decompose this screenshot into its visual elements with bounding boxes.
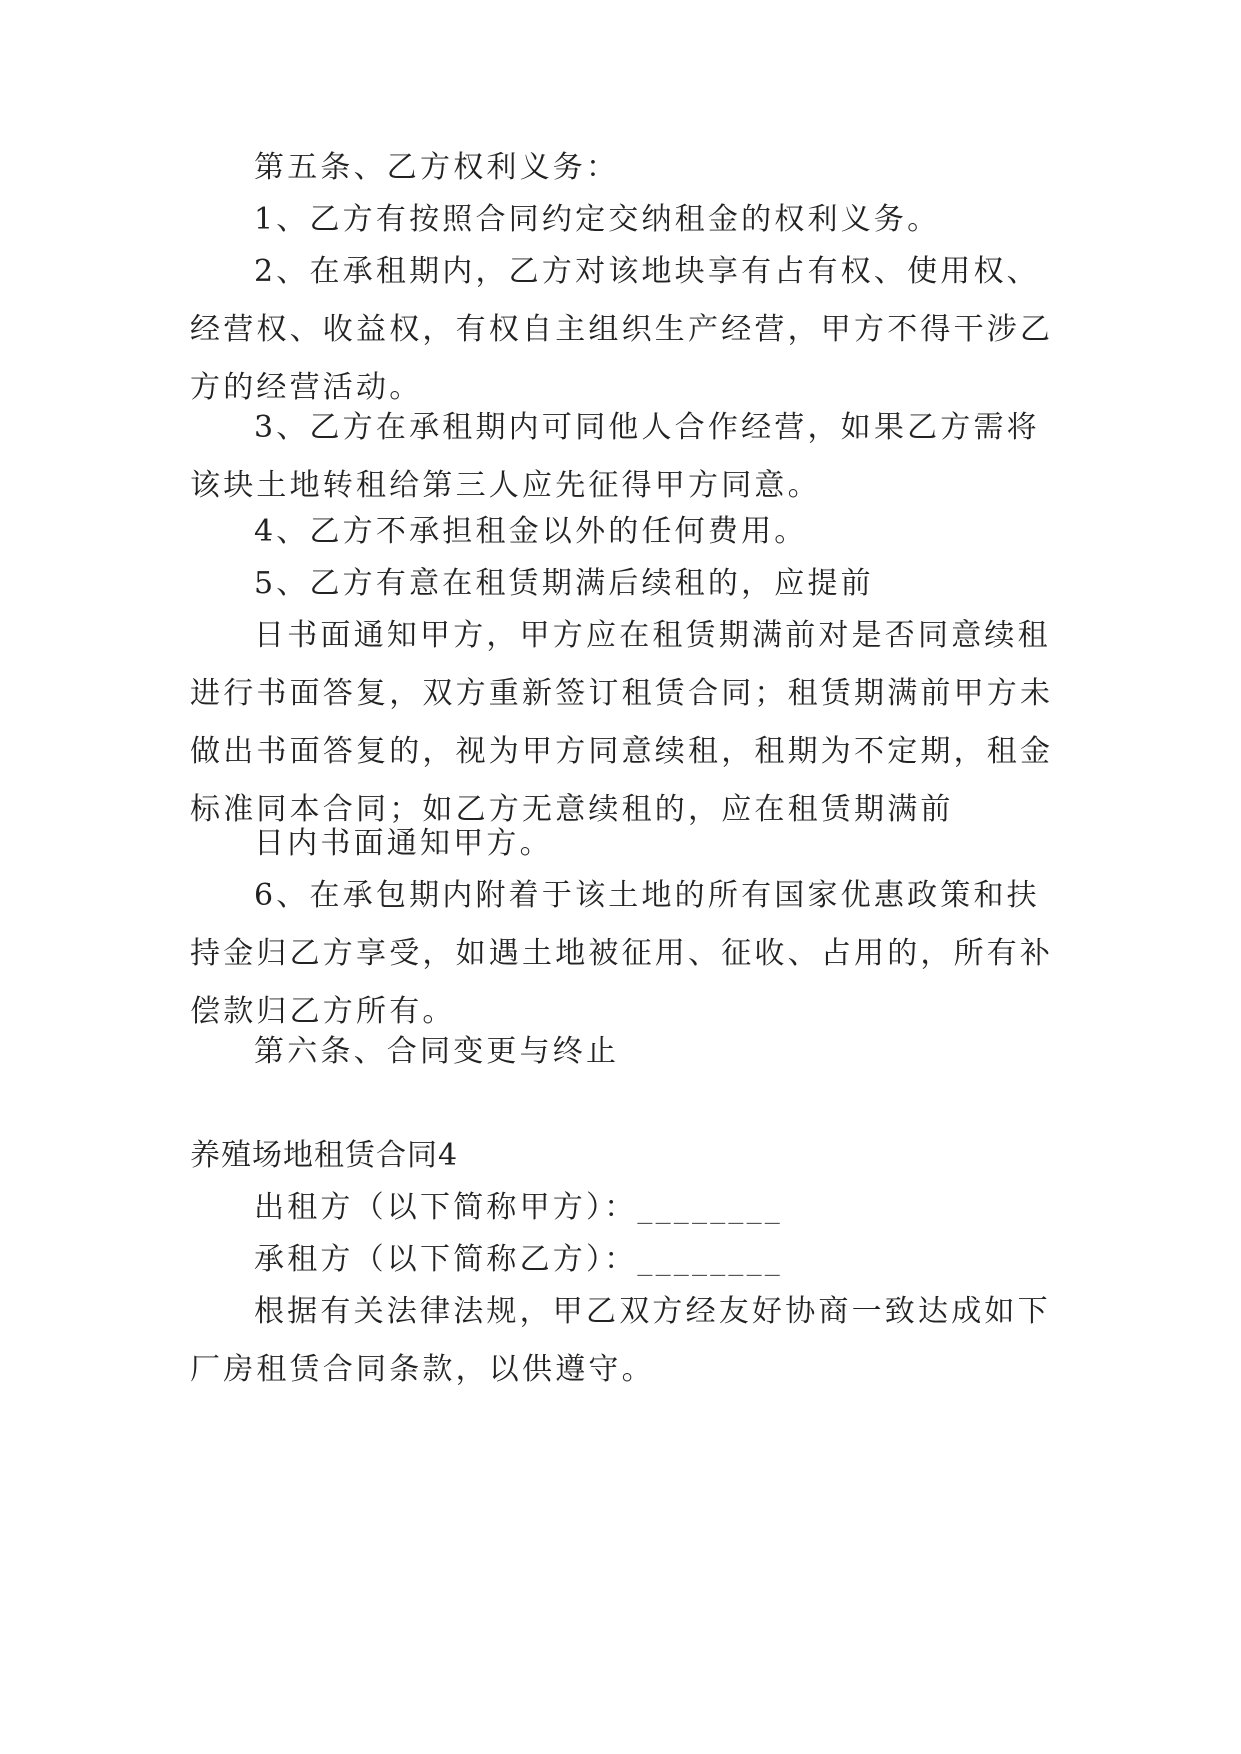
text-line: 日书面通知甲方，甲方应在租赁期满前对是否同意续租 xyxy=(254,618,1051,653)
article-6-heading xyxy=(190,1023,1070,1081)
text-line: 5、乙方有意在租赁期满后续租的，应提前 xyxy=(254,566,874,601)
text-line: 厂房租赁合同条款，以供遵守。 xyxy=(190,1352,655,1387)
lessor-blank: ________ xyxy=(637,1190,784,1225)
article-5-clause-2 xyxy=(190,243,1070,417)
article-5-clause-5-continued xyxy=(190,607,1070,839)
text-line xyxy=(190,1179,1070,1237)
text-line: 持金归乙方享受，如遇土地被征用、征收、占用的，所有补 xyxy=(190,936,1054,971)
article-5-heading xyxy=(190,139,1070,197)
lessor-label: 出租方（以下简称甲方）： xyxy=(254,1190,638,1225)
article-5-clause-5-notice xyxy=(190,815,1070,873)
lessor-line xyxy=(190,1179,1070,1237)
lessee-label: 承租方（以下简称乙方）： xyxy=(254,1242,638,1277)
article-5-clause-3 xyxy=(190,399,1070,515)
text-line: 6、在承包期内附着于该土地的所有国家优惠政策和扶 xyxy=(254,878,1040,913)
intro-paragraph xyxy=(190,1283,1070,1399)
article-5-clause-4 xyxy=(190,503,1070,561)
text-line: 方的经营活动。 xyxy=(190,370,423,405)
text-line: 根据有关法律法规，甲乙双方经友好协商一致达成如下 xyxy=(254,1294,1051,1329)
article-5-clause-6 xyxy=(190,867,1070,1041)
text-line: 第五条、乙方权利义务： xyxy=(254,150,620,185)
lessee-blank: ________ xyxy=(637,1242,784,1277)
text-line: 1、乙方有按照合同约定交纳租金的权利义务。 xyxy=(254,202,941,237)
text-line: 第六条、合同变更与终止 xyxy=(254,1034,620,1069)
text-line: 3、乙方在承租期内可同他人合作经营，如果乙方需将 xyxy=(254,410,1040,445)
article-5-clause-5 xyxy=(190,555,1070,613)
text-line: 进行书面答复，双方重新签订租赁合同；租赁期满前甲方未 xyxy=(190,676,1054,711)
text-line: 标准同本合同；如乙方无意续租的，应在租赁期满前 xyxy=(190,792,954,827)
contract-4-title: 养殖场地租赁合同4 xyxy=(190,1138,459,1173)
text-line: 经营权、收益权，有权自主组织生产经营，甲方不得干涉乙 xyxy=(190,312,1054,347)
text-line: 日内书面通知甲方。 xyxy=(254,826,553,861)
text-line: 2、在承租期内，乙方对该地块享有占有权、使用权、 xyxy=(254,254,1040,289)
article-5-clause-1 xyxy=(190,191,1070,249)
text-line xyxy=(190,1231,1070,1289)
text-line: 做出书面答复的，视为甲方同意续租，租期为不定期，租金 xyxy=(190,734,1054,769)
text-line: 偿款归乙方所有。 xyxy=(190,994,456,1029)
text-line: 该块土地转租给第三人应先征得甲方同意。 xyxy=(190,468,821,503)
lessee-line xyxy=(190,1231,1070,1289)
text-line: 4、乙方不承担租金以外的任何费用。 xyxy=(254,514,808,549)
